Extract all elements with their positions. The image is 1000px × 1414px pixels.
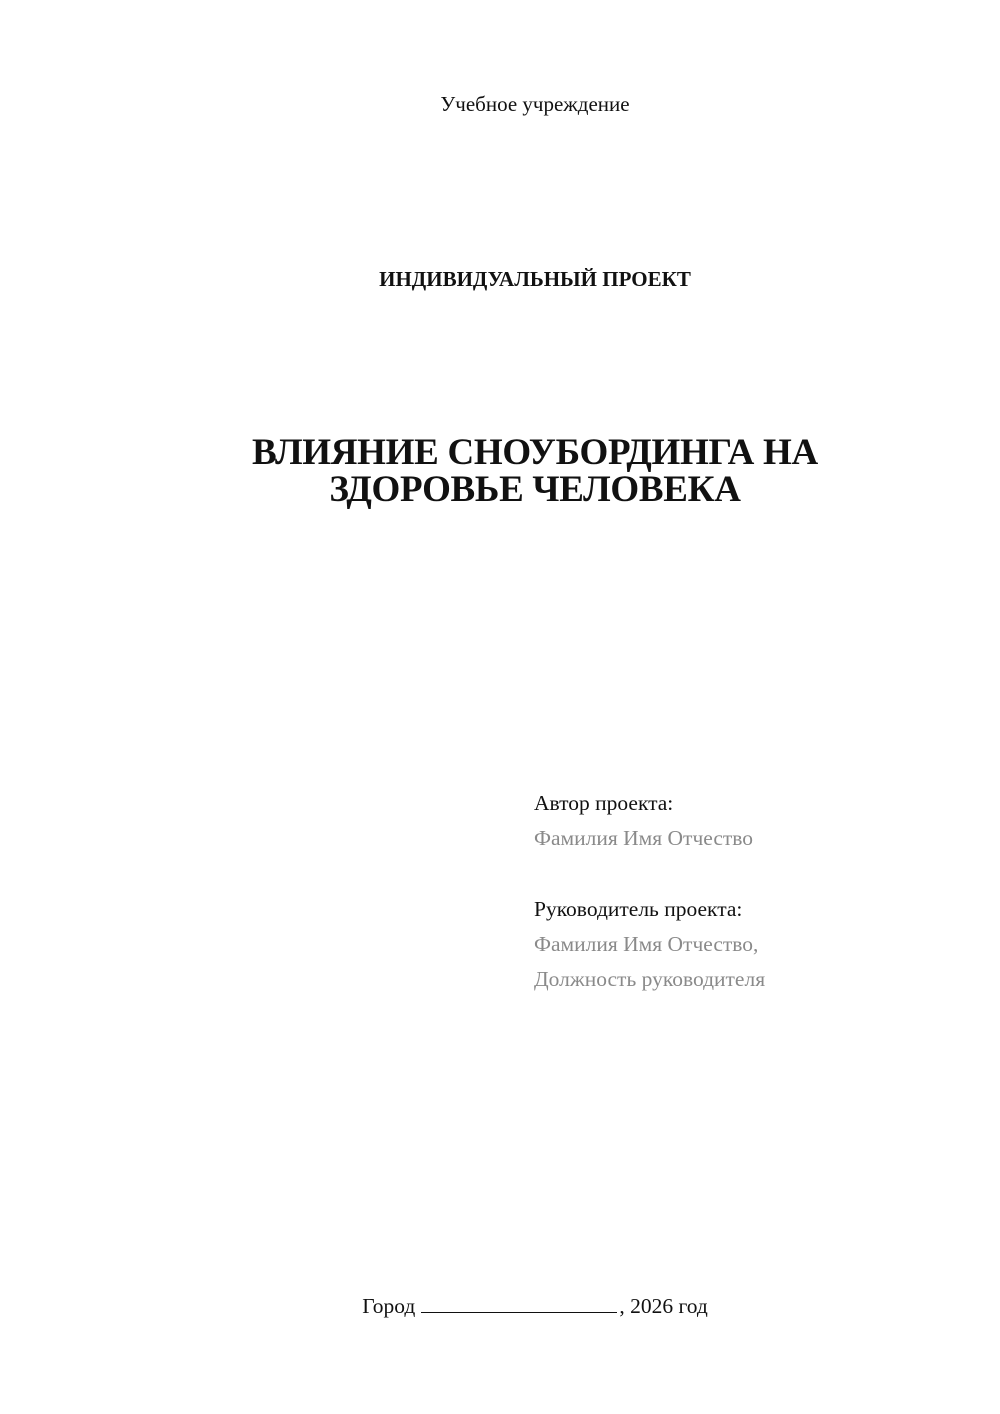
supervisor-block: [534, 892, 765, 997]
project-type: ИНДИВИДУАЛЬНЫЙ ПРОЕКТ: [379, 267, 691, 291]
author-name: Фамилия Имя Отчество: [534, 826, 754, 850]
title-line-1: ВЛИЯНИЕ СНОУБОРДИНГА НА: [252, 432, 818, 473]
title-line-2: ЗДОРОВЬЕ ЧЕЛОВЕКА: [329, 469, 741, 510]
supervisor-position: Должность руководителя: [534, 967, 766, 991]
city-label: Город: [362, 1294, 416, 1318]
institution: Учебное учреждение: [440, 92, 630, 116]
city-blank-line: [421, 1290, 617, 1313]
footer: [0, 1290, 1000, 1319]
supervisor-name: Фамилия Имя Отчество,: [534, 932, 759, 956]
author-block: [534, 786, 753, 856]
year: , 2026 год: [619, 1294, 708, 1318]
supervisor-label: Руководитель проекта:: [534, 897, 743, 921]
author-label: Автор проекта:: [534, 791, 674, 815]
project-title: [0, 434, 1000, 508]
